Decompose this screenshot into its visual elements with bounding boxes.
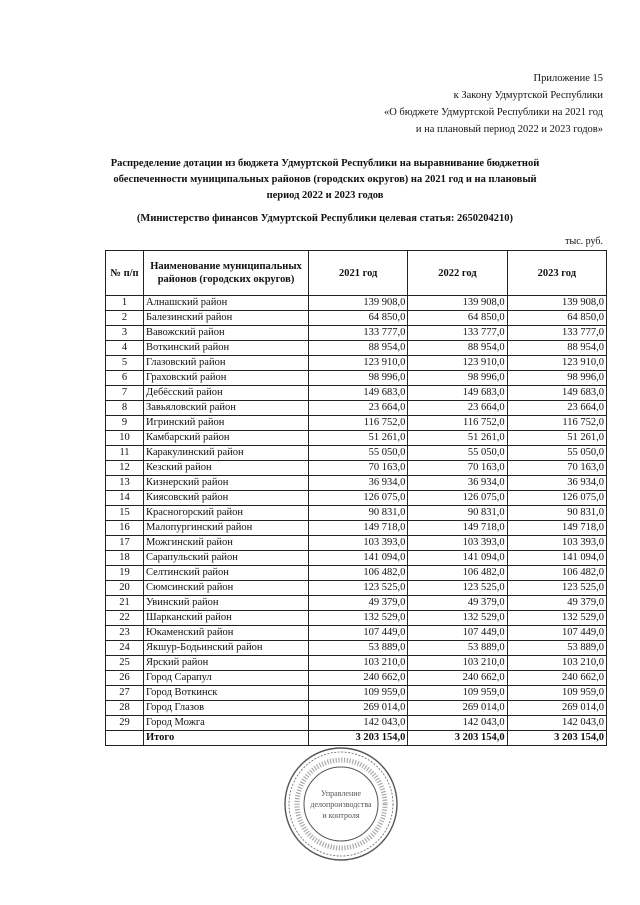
row-2023: 149 683,0 <box>507 386 606 401</box>
document-subtitle: (Министерство финансов Удмуртской Республики целевая статья: 2650204210) <box>136 213 514 224</box>
row-2023: 103 393,0 <box>507 536 606 551</box>
total-row <box>106 731 607 746</box>
row-2023: 49 379,0 <box>507 596 606 611</box>
row-2021: 70 163,0 <box>309 461 408 476</box>
table-body <box>106 296 607 731</box>
table-row <box>106 536 607 551</box>
table-row <box>106 551 607 566</box>
row-2022: 88 954,0 <box>408 341 507 356</box>
header-name: Наименование муниципальных районов (городских округов) <box>144 251 309 296</box>
row-2022: 53 889,0 <box>408 641 507 656</box>
row-name: Ярский район <box>144 656 309 671</box>
row-2022: 103 210,0 <box>408 656 507 671</box>
table-row <box>106 671 607 686</box>
row-2021: 142 043,0 <box>309 716 408 731</box>
row-name: Селтинский район <box>144 566 309 581</box>
row-2023: 109 959,0 <box>507 686 606 701</box>
row-name: Каракулинский район <box>144 446 309 461</box>
row-num: 3 <box>106 326 144 341</box>
row-2023: 51 261,0 <box>507 431 606 446</box>
row-2022: 109 959,0 <box>408 686 507 701</box>
table-row <box>106 491 607 506</box>
row-2021: 133 777,0 <box>309 326 408 341</box>
row-2022: 36 934,0 <box>408 476 507 491</box>
row-num: 6 <box>106 371 144 386</box>
row-2021: 240 662,0 <box>309 671 408 686</box>
row-2022: 116 752,0 <box>408 416 507 431</box>
row-2022: 106 482,0 <box>408 566 507 581</box>
row-2022: 64 850,0 <box>408 311 507 326</box>
row-2021: 141 094,0 <box>309 551 408 566</box>
row-2022: 240 662,0 <box>408 671 507 686</box>
row-2023: 64 850,0 <box>507 311 606 326</box>
row-name: Кизнерский район <box>144 476 309 491</box>
title-line-2: обеспеченности муниципальных районов (городских округов) на 2021 год и на плановый <box>113 174 537 185</box>
row-2023: 126 075,0 <box>507 491 606 506</box>
row-name: Дебёсский район <box>144 386 309 401</box>
row-name: Вавожский район <box>144 326 309 341</box>
row-name: Красногорский район <box>144 506 309 521</box>
row-num: 27 <box>106 686 144 701</box>
row-2021: 149 683,0 <box>309 386 408 401</box>
row-2021: 36 934,0 <box>309 476 408 491</box>
row-2022: 55 050,0 <box>408 446 507 461</box>
row-2022: 123 910,0 <box>408 356 507 371</box>
header-2021: 2021 год <box>309 251 408 296</box>
row-name: Сарапульский район <box>144 551 309 566</box>
appendix-line-2: к Закону Удмуртской Республики <box>453 90 603 101</box>
stamp-line-2: делопроизводства <box>310 800 372 809</box>
row-2021: 107 449,0 <box>309 626 408 641</box>
total-label: Итого <box>144 731 309 746</box>
row-name: Город Глазов <box>144 701 309 716</box>
table-row <box>106 371 607 386</box>
table-row <box>106 416 607 431</box>
title-line-1: Распределение дотации из бюджета Удмуртской Республики на выравнивание бюджетной <box>110 158 540 169</box>
row-name: Завьяловский район <box>144 401 309 416</box>
stamp-seal-icon <box>283 746 399 862</box>
row-2021: 64 850,0 <box>309 311 408 326</box>
header-num: № п/п <box>106 251 144 296</box>
row-2021: 116 752,0 <box>309 416 408 431</box>
table-row <box>106 356 607 371</box>
table-row <box>106 431 607 446</box>
row-2022: 141 094,0 <box>408 551 507 566</box>
row-name: Балезинский район <box>144 311 309 326</box>
row-2021: 49 379,0 <box>309 596 408 611</box>
row-name: Граховский район <box>144 371 309 386</box>
table-header-row <box>106 251 607 296</box>
table-row <box>106 701 607 716</box>
row-2022: 49 379,0 <box>408 596 507 611</box>
row-2021: 51 261,0 <box>309 431 408 446</box>
row-2023: 70 163,0 <box>507 461 606 476</box>
row-2022: 123 525,0 <box>408 581 507 596</box>
table-row <box>106 596 607 611</box>
table-row <box>106 386 607 401</box>
table-row <box>106 626 607 641</box>
row-name: Можгинский район <box>144 536 309 551</box>
row-2023: 23 664,0 <box>507 401 606 416</box>
row-name: Воткинский район <box>144 341 309 356</box>
row-2023: 106 482,0 <box>507 566 606 581</box>
row-2023: 240 662,0 <box>507 671 606 686</box>
row-2021: 90 831,0 <box>309 506 408 521</box>
row-2023: 123 910,0 <box>507 356 606 371</box>
table-row <box>106 311 607 326</box>
row-2022: 70 163,0 <box>408 461 507 476</box>
row-name: Камбарский район <box>144 431 309 446</box>
row-name: Город Воткинск <box>144 686 309 701</box>
row-num: 8 <box>106 401 144 416</box>
row-2021: 149 718,0 <box>309 521 408 536</box>
row-2023: 132 529,0 <box>507 611 606 626</box>
appendix-line-4: и на плановый период 2022 и 2023 годов» <box>415 124 603 135</box>
appendix-header <box>303 70 603 138</box>
table-row <box>106 566 607 581</box>
row-2023: 55 050,0 <box>507 446 606 461</box>
row-num: 11 <box>106 446 144 461</box>
row-2021: 106 482,0 <box>309 566 408 581</box>
subsidy-table <box>105 250 607 746</box>
row-2021: 132 529,0 <box>309 611 408 626</box>
row-2021: 139 908,0 <box>309 296 408 311</box>
row-2021: 103 393,0 <box>309 536 408 551</box>
row-2023: 141 094,0 <box>507 551 606 566</box>
row-name: Город Сарапул <box>144 671 309 686</box>
row-2022: 149 718,0 <box>408 521 507 536</box>
row-2021: 123 525,0 <box>309 581 408 596</box>
row-2021: 98 996,0 <box>309 371 408 386</box>
row-name: Киясовский район <box>144 491 309 506</box>
table-row <box>106 686 607 701</box>
row-num: 10 <box>106 431 144 446</box>
row-num: 17 <box>106 536 144 551</box>
row-num: 15 <box>106 506 144 521</box>
row-num: 14 <box>106 491 144 506</box>
row-num: 28 <box>106 701 144 716</box>
row-2022: 126 075,0 <box>408 491 507 506</box>
row-2023: 103 210,0 <box>507 656 606 671</box>
row-name: Шарканский район <box>144 611 309 626</box>
row-2021: 53 889,0 <box>309 641 408 656</box>
row-name: Увинский район <box>144 596 309 611</box>
row-2022: 98 996,0 <box>408 371 507 386</box>
row-2021: 88 954,0 <box>309 341 408 356</box>
row-2021: 126 075,0 <box>309 491 408 506</box>
row-2022: 149 683,0 <box>408 386 507 401</box>
row-num: 13 <box>106 476 144 491</box>
table-row <box>106 401 607 416</box>
appendix-line-1: Приложение 15 <box>533 73 603 84</box>
table-row <box>106 716 607 731</box>
row-name: Сюмсинский район <box>144 581 309 596</box>
official-stamp <box>283 746 399 862</box>
row-2021: 23 664,0 <box>309 401 408 416</box>
row-2022: 23 664,0 <box>408 401 507 416</box>
row-name: Кезский район <box>144 461 309 476</box>
table-row <box>106 581 607 596</box>
table-row <box>106 296 607 311</box>
appendix-line-3: «О бюджете Удмуртской Республики на 2021 год <box>383 107 603 118</box>
total-2022: 3 203 154,0 <box>408 731 507 746</box>
table-row <box>106 446 607 461</box>
row-2021: 103 210,0 <box>309 656 408 671</box>
document-title <box>80 156 570 204</box>
row-2023: 107 449,0 <box>507 626 606 641</box>
row-name: Юкаменский район <box>144 626 309 641</box>
row-2021: 123 910,0 <box>309 356 408 371</box>
row-2022: 133 777,0 <box>408 326 507 341</box>
row-2023: 36 934,0 <box>507 476 606 491</box>
row-num: 25 <box>106 656 144 671</box>
row-num: 12 <box>106 461 144 476</box>
row-2023: 88 954,0 <box>507 341 606 356</box>
row-2022: 90 831,0 <box>408 506 507 521</box>
row-num: 4 <box>106 341 144 356</box>
stamp-line-3: и контроля <box>322 811 360 820</box>
row-2022: 107 449,0 <box>408 626 507 641</box>
stamp-line-1: Управление <box>320 789 362 798</box>
row-2023: 53 889,0 <box>507 641 606 656</box>
header-2022: 2022 год <box>408 251 507 296</box>
table-row <box>106 521 607 536</box>
table-row <box>106 341 607 356</box>
row-name: Малопургинский район <box>144 521 309 536</box>
row-num: 24 <box>106 641 144 656</box>
total-2023: 3 203 154,0 <box>507 731 606 746</box>
row-2023: 269 014,0 <box>507 701 606 716</box>
table-row <box>106 326 607 341</box>
row-name: Алнашский район <box>144 296 309 311</box>
row-2022: 51 261,0 <box>408 431 507 446</box>
row-2022: 132 529,0 <box>408 611 507 626</box>
row-2022: 103 393,0 <box>408 536 507 551</box>
row-num: 1 <box>106 296 144 311</box>
row-name: Город Можга <box>144 716 309 731</box>
row-2021: 269 014,0 <box>309 701 408 716</box>
row-2022: 269 014,0 <box>408 701 507 716</box>
row-name: Игринский район <box>144 416 309 431</box>
row-name: Глазовский район <box>144 356 309 371</box>
row-2022: 142 043,0 <box>408 716 507 731</box>
row-num: 7 <box>106 386 144 401</box>
total-2021: 3 203 154,0 <box>309 731 408 746</box>
row-num: 5 <box>106 356 144 371</box>
row-2023: 116 752,0 <box>507 416 606 431</box>
table-row <box>106 611 607 626</box>
table-row <box>106 656 607 671</box>
table-row <box>106 641 607 656</box>
row-name: Якшур-Бодьинский район <box>144 641 309 656</box>
row-num: 18 <box>106 551 144 566</box>
row-2023: 98 996,0 <box>507 371 606 386</box>
units-label: тыс. руб. <box>565 236 603 247</box>
row-2021: 109 959,0 <box>309 686 408 701</box>
row-num: 16 <box>106 521 144 536</box>
row-num: 23 <box>106 626 144 641</box>
header-2023: 2023 год <box>507 251 606 296</box>
row-2022: 139 908,0 <box>408 296 507 311</box>
row-2023: 90 831,0 <box>507 506 606 521</box>
row-2021: 55 050,0 <box>309 446 408 461</box>
row-2023: 123 525,0 <box>507 581 606 596</box>
row-2023: 142 043,0 <box>507 716 606 731</box>
row-num: 19 <box>106 566 144 581</box>
row-num: 22 <box>106 611 144 626</box>
row-num: 2 <box>106 311 144 326</box>
row-2023: 133 777,0 <box>507 326 606 341</box>
table-row <box>106 476 607 491</box>
row-num: 20 <box>106 581 144 596</box>
title-line-3: период 2022 и 2023 годов <box>266 190 384 201</box>
table-row <box>106 461 607 476</box>
row-2023: 149 718,0 <box>507 521 606 536</box>
total-num <box>106 731 144 746</box>
row-num: 21 <box>106 596 144 611</box>
row-2023: 139 908,0 <box>507 296 606 311</box>
row-num: 29 <box>106 716 144 731</box>
table-row <box>106 506 607 521</box>
row-num: 26 <box>106 671 144 686</box>
row-num: 9 <box>106 416 144 431</box>
